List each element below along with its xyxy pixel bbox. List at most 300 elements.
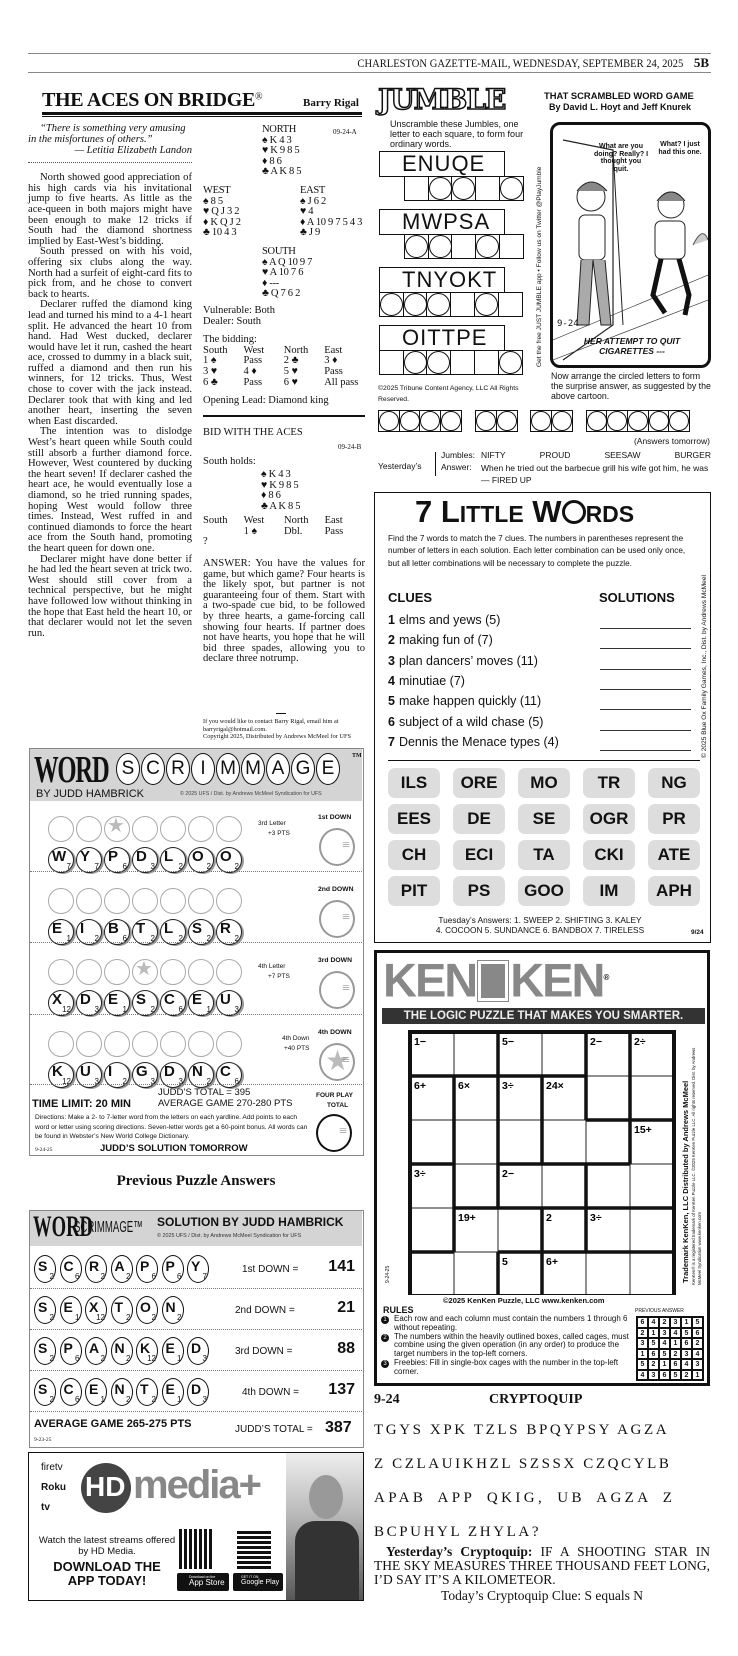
tile-points: 2 [234, 862, 239, 871]
letter-combination-tile[interactable]: TA [518, 840, 570, 870]
bid-cell: East [324, 344, 343, 356]
tile-points: 2 [126, 1354, 131, 1363]
google-play-button[interactable]: GET IT ON Google Play [233, 1573, 283, 1591]
clue-number: 1 [388, 613, 395, 627]
kenken-cell[interactable] [630, 1208, 674, 1252]
kenken-puzzle [374, 950, 710, 1386]
answer-circle[interactable] [48, 888, 74, 914]
circled-letter-square[interactable] [428, 176, 453, 201]
answer-circle[interactable] [76, 959, 102, 985]
letter-combination-tile[interactable]: SE [518, 804, 570, 834]
tile-points: 3 [202, 1354, 207, 1363]
tile-letter: R [220, 919, 231, 937]
answer-circle[interactable] [104, 1031, 130, 1057]
solution-tile [111, 1255, 133, 1283]
bonus-rule: 4th Letter [258, 963, 286, 970]
cryptoquip-date: 9-24 [374, 1392, 400, 1407]
rule-item [381, 1359, 631, 1377]
solution-tile [85, 1296, 107, 1324]
suit-holding: ♣ Q 7 6 2 [262, 288, 301, 300]
qr-code-ios[interactable] [179, 1529, 213, 1569]
masthead [28, 53, 711, 73]
star-icon: ★ [107, 815, 125, 837]
jumble-answer-boxes [378, 410, 708, 432]
answer-circle[interactable] [216, 816, 242, 842]
previous-answer-label: PREVIOUS ANSWER [635, 1308, 684, 1314]
rule-number-icon: 3 [381, 1360, 389, 1368]
tile-points: 6 [75, 1395, 80, 1404]
suit-holding: ♥ A 10 7 6 [262, 267, 304, 279]
tile-letter: T [136, 919, 146, 937]
answer-circle[interactable] [188, 816, 214, 842]
solution-tile [187, 1378, 209, 1406]
solution-tile [111, 1378, 133, 1406]
vulnerable: Vulnerable: Both [203, 305, 275, 316]
kenken-cell[interactable] [586, 1164, 630, 1208]
letter-combination-tile[interactable]: DE [453, 804, 505, 834]
kenken-logo-emblem [478, 961, 508, 1001]
clue-item [388, 715, 543, 730]
letter-square[interactable] [498, 292, 523, 317]
clue-number: 4 [388, 673, 395, 688]
previous-answer-cell: 3 [681, 1349, 692, 1360]
answer-circle[interactable] [104, 888, 130, 914]
circled-letter-square[interactable] [403, 350, 428, 375]
scrimmage-directions: Directions: Make a 2- to 7-letter word from the letters on each yardline. Add points to each word or letter using scoring directions. Seven-letter words get a 60-point bonus. All words can be found in Webster’s New World College Dictionary. [35, 1114, 308, 1140]
tile-letter: W [52, 848, 67, 865]
tile-points: 2 [177, 1313, 182, 1322]
answer-circle-square[interactable] [606, 410, 628, 432]
firetv-logo: firetv [41, 1462, 63, 1473]
previous-answer-cell: 4 [648, 1317, 659, 1328]
bid-cell: North [284, 515, 309, 526]
previous-answer-cell: 5 [659, 1349, 670, 1360]
kenken-cell[interactable] [630, 1164, 674, 1208]
solution-blank[interactable] [600, 709, 691, 710]
kenken-cell[interactable] [586, 1120, 630, 1164]
deal-id: 09-24-A [333, 128, 357, 136]
letter-square[interactable] [451, 234, 476, 259]
letter-tile [216, 990, 242, 1016]
letter-combination-tile[interactable]: CH [388, 840, 440, 870]
tuesday-answers: Tuesday’s Answers: 1. SWEEP 2. SHIFTING 3. KALEY 4. COCOON 5. SUNDANCE 6. BANDBOX 7. TIRELESS [435, 915, 645, 935]
kenken-cell[interactable] [630, 1252, 674, 1295]
answer-circle[interactable] [188, 888, 214, 914]
logo-letter-circle: A [266, 753, 290, 785]
solution-blank[interactable] [600, 648, 691, 649]
kenken-cell[interactable] [630, 1076, 674, 1120]
letter-tile [48, 990, 74, 1016]
bonus-rule: 3rd Letter [258, 820, 286, 827]
previous-answer-cell: 2 [637, 1328, 648, 1339]
letter-combination-tile[interactable]: CKI [583, 840, 635, 870]
app-store-button[interactable]: Download on the App Store [177, 1573, 229, 1591]
solution-tile [60, 1378, 82, 1406]
circled-letter-square[interactable] [474, 292, 499, 317]
previous-answer-cell: 6 [670, 1359, 681, 1370]
circled-letter-square[interactable] [499, 176, 524, 201]
qr-code-android[interactable] [237, 1529, 271, 1569]
clue-text: elms and yews (5) [398, 613, 501, 627]
tile-letter: T [114, 1299, 124, 1315]
bid-cell: North [283, 344, 309, 356]
kenken-cell[interactable] [454, 1032, 498, 1076]
answer-circle[interactable] [160, 816, 186, 842]
tile-points: 2 [151, 1313, 156, 1322]
answer-circle-square[interactable] [440, 410, 462, 432]
letter-combination-tile[interactable]: ORE [453, 768, 505, 798]
kenken-cell[interactable] [542, 1032, 586, 1076]
cryptoquip-line: BCPUHYL ZHYLA? [374, 1524, 542, 1540]
solution-word-logo: WORD [33, 1210, 93, 1243]
tile-letter: A [89, 1340, 100, 1356]
kenken-cell[interactable] [542, 1164, 586, 1208]
previous-answer-cell: 4 [659, 1338, 670, 1349]
scrimmage-copyright: © 2025 UFS / Dist. by Andrews McMeel Syndication for UFS [180, 791, 322, 797]
answer-circle[interactable] [48, 959, 74, 985]
letter-combination-tile[interactable]: EES [388, 804, 440, 834]
solution-blank[interactable] [600, 750, 691, 751]
answer-circle[interactable] [48, 1031, 74, 1057]
answer-circle-square[interactable] [399, 410, 421, 432]
clue-text: minutiae (7) [398, 673, 465, 688]
answer-circle[interactable] [132, 888, 158, 914]
letter-square[interactable] [404, 176, 429, 201]
scrimmage-date: 9-24-25 [35, 1147, 53, 1153]
four-play-total-football[interactable] [316, 1114, 352, 1152]
scrambled-word: TNYOKT [379, 267, 505, 293]
suit-holding: ♥ 4 [300, 206, 314, 218]
letter-combination-tile[interactable]: MO [518, 768, 570, 798]
kenken-copyright: ©2025 KenKen Puzzle, LLC www.kenken.com [443, 1296, 605, 1305]
tile-points: 6 [122, 933, 127, 943]
previous-answer-cell: 1 [692, 1370, 703, 1381]
hand-south [262, 247, 312, 300]
bid-cell: 1 ♠ [243, 525, 258, 537]
solution-tile [85, 1337, 107, 1365]
total-label: TOTAL [327, 1102, 349, 1109]
down-score: 21 [337, 1299, 355, 1316]
previous-answer-cell: 3 [692, 1359, 703, 1370]
letter-combination-tile[interactable]: GOO [518, 876, 570, 906]
suit-holding: ♥ Q J 3 2 [203, 206, 240, 218]
bid-cell: East [324, 515, 343, 526]
letter-combination-tile[interactable]: PR [648, 804, 700, 834]
circled-letter-square[interactable] [498, 350, 523, 375]
tile-letter: D [136, 848, 147, 865]
average-game: AVERAGE GAME 270-280 PTS [158, 1098, 293, 1109]
solution-date: 9-23-25 [34, 1437, 52, 1443]
yesterday-jumble-word: SEESAW [604, 450, 641, 460]
jumble-puzzle [374, 84, 710, 486]
down-score: 137 [328, 1381, 355, 1398]
previous-answer-cell: 2 [681, 1370, 692, 1381]
cage-clue: 3÷ [590, 1212, 602, 1224]
answer-circle-square[interactable] [475, 410, 497, 432]
answer-circle[interactable] [48, 816, 74, 842]
solution-tile [34, 1378, 56, 1406]
bidding-row [203, 527, 365, 538]
kenken-cell[interactable] [586, 1252, 630, 1295]
bidding-row [203, 516, 365, 527]
tile-letter: E [52, 919, 63, 937]
bwta-answer: ANSWER: You have the values for game, but which game? Four hearts is the likely spot, but partner is not guaranteeing four of them. Start with a two-spade cue bid, to be followed by three hearts, a game-forcing call showing four hearts. If partner does not have hearts, you hope that he will bid three spades, allowing you to declare three notrump. [203, 558, 365, 665]
answer-circle[interactable] [188, 1031, 214, 1057]
solution-tile [162, 1337, 184, 1365]
page-number: 5B [693, 55, 709, 70]
answer-circle-square[interactable] [419, 410, 441, 432]
tile-points: 3 [178, 1076, 183, 1086]
kenken-cell[interactable] [410, 1120, 454, 1164]
photo-body [295, 1521, 359, 1601]
yardline-divider [30, 1084, 362, 1085]
answer-circle[interactable] [76, 888, 102, 914]
kenken-cell[interactable] [454, 1120, 498, 1164]
kenken-cell[interactable] [454, 1252, 498, 1295]
letter-combination-tile[interactable]: ATE [648, 840, 700, 870]
letter-combination-tile[interactable]: ILS [388, 768, 440, 798]
bid-cell: 6 ♣ [203, 376, 218, 388]
kenken-cell[interactable] [410, 1208, 454, 1252]
tile-letter: C [164, 991, 175, 1008]
solution-scrimmage-logo: SCRIMMAGE™ [74, 1219, 143, 1236]
letter-square[interactable] [475, 176, 500, 201]
tile-points: 6 [177, 1272, 182, 1281]
previous-answer-cell: 6 [681, 1338, 692, 1349]
answer-circle[interactable] [216, 959, 242, 985]
solution-blank[interactable] [600, 689, 691, 690]
kenken-cell[interactable] [498, 1120, 542, 1164]
letter-combination-tile[interactable]: PIT [388, 876, 440, 906]
cage-clue: 5− [502, 1036, 514, 1048]
scrimmage-letters-logo [116, 753, 341, 785]
cryptoquip-line: TGYS XPK TZLS BPQYPSY AGZA [374, 1422, 670, 1438]
article-paragraph: North showed good appreciation of his high cards via his invitational jump to five hearts. As little as the ace-queen in both majors might have been enough to make 12 tricks if South had the diamond shortness implied by East-West’s bidding. [28, 172, 192, 247]
judds-total: JUDD’S TOTAL = 395 [158, 1087, 251, 1098]
tile-letter: P [108, 848, 119, 865]
answer-circle[interactable] [160, 888, 186, 914]
solution-tile [162, 1378, 184, 1406]
rule-number-icon: 2 [381, 1334, 389, 1342]
letter-tile [216, 847, 242, 873]
jumble-logo: JUMBLE [378, 83, 506, 116]
kenken-cell[interactable] [542, 1120, 586, 1164]
bid-cell: South [203, 515, 228, 526]
tile-points: 3 [150, 1076, 155, 1086]
answer-circle[interactable] [76, 816, 102, 842]
letter-square[interactable] [499, 234, 524, 259]
previous-answer-cell: 5 [681, 1328, 692, 1339]
answer-circle[interactable] [132, 1031, 158, 1057]
circled-letter-square[interactable] [428, 234, 453, 259]
letter-tile [160, 847, 186, 873]
bidding-row [203, 378, 365, 389]
letter-tile [104, 990, 130, 1016]
answer-squares [379, 350, 521, 375]
letter-square[interactable] [450, 292, 475, 317]
down-label: 2nd DOWN = [235, 1305, 295, 1316]
letter-tile [76, 990, 102, 1016]
kenken-banner: THE LOGIC PUZZLE THAT MAKES YOU SMARTER. [382, 1008, 705, 1024]
tile-points: 3 [150, 862, 155, 871]
yesterday-jumble-word: BURGER [674, 450, 711, 460]
circled-letter-square[interactable] [426, 350, 451, 375]
answer-circle-square[interactable] [551, 410, 573, 432]
cage-clue: 3÷ [414, 1168, 426, 1180]
south-holds: South holds: [203, 456, 256, 467]
circled-letter-square[interactable] [379, 292, 404, 317]
clue-text: making fun of (7) [398, 633, 493, 648]
answer-circle-square[interactable] [496, 410, 518, 432]
kenken-cell[interactable] [410, 1252, 454, 1295]
down-label: 4th DOWN [318, 1028, 352, 1036]
down-score-football[interactable] [319, 828, 355, 866]
letter-combination-tile[interactable]: IM [583, 876, 635, 906]
clue-item [388, 735, 559, 750]
speech-bubble-wife: What? I just had this one. [658, 141, 702, 156]
answer-circle[interactable] [76, 1031, 102, 1057]
circled-letter-square[interactable] [475, 234, 500, 259]
letter-tile [132, 919, 158, 945]
tile-points: 2 [178, 933, 183, 943]
bidding-table [203, 346, 365, 388]
letter-square[interactable] [474, 350, 499, 375]
logo-letter-circle: S [116, 753, 140, 785]
down-score: 88 [337, 1340, 355, 1357]
masthead-text: CHARLESTON GAZETTE-MAIL, WEDNESDAY, SEPTEMBER 24, 2025 [357, 56, 683, 70]
letter-combination-tile[interactable]: OGR [583, 804, 635, 834]
suit-holding: ♦ 8 6 [261, 490, 281, 502]
time-limit: TIME LIMIT: 20 MIN [32, 1098, 131, 1110]
tile-points: 12 [62, 1005, 71, 1014]
answer-circle[interactable] [188, 959, 214, 985]
bid-cell: 4 ♦ [243, 365, 257, 377]
down-score-football[interactable] [319, 971, 355, 1009]
star-bonus-circle[interactable] [132, 959, 158, 985]
answer-circle[interactable] [132, 816, 158, 842]
answer-circle-square[interactable] [648, 410, 670, 432]
tile-points: 3 [94, 1076, 99, 1086]
tile-letter: C [63, 1381, 74, 1397]
letter-square[interactable] [450, 350, 475, 375]
tile-points: 2 [126, 1313, 131, 1322]
letter-combination-tile[interactable]: NG [648, 768, 700, 798]
tile-points: 6 [178, 1005, 183, 1014]
letter-tile [216, 919, 242, 945]
star-icon: ★ [135, 958, 153, 980]
answer-circle-square[interactable] [378, 410, 400, 432]
bid-cell: Pass [243, 355, 263, 367]
letter-tile [160, 990, 186, 1016]
tile-letter: E [165, 1340, 175, 1356]
solution-tile [187, 1337, 209, 1365]
circled-letter-square[interactable] [426, 292, 451, 317]
hd-media-ad[interactable] [28, 1452, 364, 1601]
answer-label: Answer: [441, 462, 472, 472]
answer-circle-square[interactable] [530, 410, 552, 432]
answer-circle[interactable] [160, 959, 186, 985]
kenken-cell[interactable] [454, 1164, 498, 1208]
solution-judd-label: JUDD’S TOTAL = [235, 1424, 313, 1435]
tile-points: 3 [202, 1395, 207, 1404]
answer-circle-square[interactable] [627, 410, 649, 432]
solution-tomorrow: JUDD’S SOLUTION TOMORROW [100, 1143, 248, 1154]
bonus-rule: 4th Down [282, 1034, 310, 1042]
letter-tile [76, 847, 102, 873]
rules-title: RULES [383, 1305, 414, 1315]
tile-points: 2 [178, 862, 183, 871]
bonus-points: +3 PTS [268, 830, 290, 837]
article-paragraph: The intention was to dislodge West’s heart queen while South could still absorb a further diamond force. However, West countered by ducking the heart seven! If declarer cashed the heart ace, he would eventually lose a diamond, so he tried running spades, hoping West would follow three times. Instead, West ruffed in and continued diamonds to force the heart ace from the South hand, promoting the heart queen for down one. [28, 426, 192, 554]
answer-circle[interactable] [216, 1031, 242, 1057]
suit-holding: ♥ K 9 8 5 [262, 145, 300, 157]
letter-combination-tile[interactable]: APH [648, 876, 700, 906]
down-score-football[interactable] [319, 1043, 355, 1081]
solution-blank[interactable] [600, 730, 691, 731]
letter-combination-tile[interactable]: PS [453, 876, 505, 906]
answer-circle[interactable] [160, 1031, 186, 1057]
letter-square[interactable] [379, 350, 404, 375]
answer-word-group [378, 410, 461, 432]
logo-letter-circle: R [166, 753, 190, 785]
tile-letter: D [80, 991, 91, 1008]
previous-answer-cell: 1 [637, 1349, 648, 1360]
kenken-cell[interactable] [498, 1208, 542, 1252]
suit-holding: ♣ A K 8 5 [261, 500, 301, 512]
answer-circle[interactable] [216, 888, 242, 914]
letter-combination-tile[interactable]: ECI [453, 840, 505, 870]
answer-circle-square[interactable] [586, 410, 608, 432]
solution-blank[interactable] [600, 628, 691, 629]
yesterday-cryptoquip-label: Yesterday’s Cryptoquip: [386, 1544, 533, 1559]
kenken-cell[interactable] [586, 1076, 630, 1120]
hand-north [262, 125, 301, 178]
solution-tile [162, 1296, 184, 1324]
tile-points: 2 [150, 933, 155, 943]
answer-circle[interactable] [104, 959, 130, 985]
star-bonus-circle[interactable] [104, 816, 130, 842]
circled-letter-square[interactable] [403, 292, 428, 317]
circled-letter-square[interactable] [451, 176, 476, 201]
circled-letter-square[interactable] [404, 234, 429, 259]
tile-letter: O [220, 848, 232, 865]
previous-answer-cell: 3 [648, 1370, 659, 1381]
letter-tile [188, 990, 214, 1016]
star-icon: ★ [325, 1045, 351, 1077]
previous-answer-cell: 3 [670, 1317, 681, 1328]
solution-blank[interactable] [600, 669, 691, 670]
previous-answer-cell: 6 [637, 1317, 648, 1328]
letter-tile [48, 847, 74, 873]
slw-instructions: Find the 7 words to match the 7 clues. The numbers in parentheses represent the number of letters in each solution. Each letter combination can be used only once, but all letter combinations will be necessary to complete the puzzle. [388, 534, 686, 568]
answer-circle-square[interactable] [668, 410, 690, 432]
tile-letter: P [63, 1340, 73, 1356]
bridge-author: Barry Rigal [303, 97, 359, 109]
kenken-grid[interactable] [407, 1029, 677, 1295]
down-score-football[interactable] [319, 900, 355, 938]
answers-tomorrow: (Answers tomorrow) [633, 436, 710, 446]
answer-squares [404, 176, 523, 201]
solution-tile [136, 1378, 158, 1406]
clue-number: 7 [388, 734, 395, 749]
yesterday-answer: When he tried out the barbecue grill his wife got him, he was — FIRED UP [481, 463, 709, 485]
jumble-copyright: ©2025 Tribune Content Agency, LLC All Rights Reserved. [378, 385, 519, 403]
bidding-row [203, 367, 365, 378]
tile-points: 1 [206, 1005, 211, 1014]
previous-answer-cell: 1 [648, 1328, 659, 1339]
letter-combination-tile[interactable]: TR [583, 768, 635, 798]
cryptoquip-title: CRYPTOQUIP [489, 1392, 583, 1407]
